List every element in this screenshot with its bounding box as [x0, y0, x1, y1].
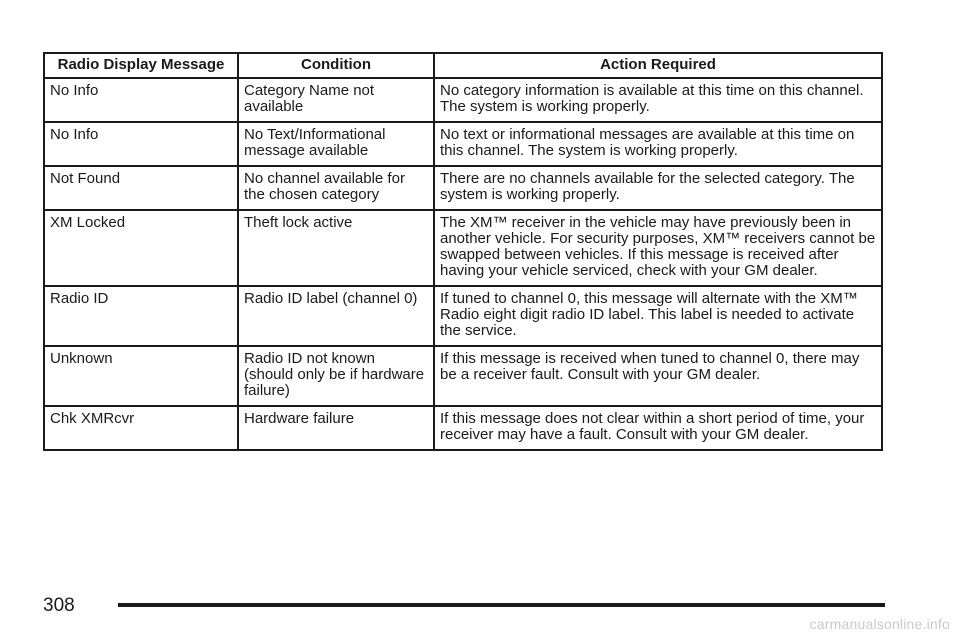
table-row	[44, 78, 882, 122]
cell-condition: Radio ID not known (should only be if hardware failure)	[238, 346, 434, 406]
cell-action: If tuned to channel 0, this message will alternate with the XM™ Radio eight digit radio ID label. This label is needed to activate the service.	[434, 286, 882, 346]
cell-condition: Category Name not available	[238, 78, 434, 122]
table-header-row	[44, 53, 882, 78]
watermark-text: carmanualsonline.info	[809, 616, 950, 632]
table-row	[44, 210, 882, 286]
cell-condition: Radio ID label (channel 0)	[238, 286, 434, 346]
cell-message: Not Found	[44, 166, 238, 210]
cell-condition: No channel available for the chosen category	[238, 166, 434, 210]
cell-message: No Info	[44, 78, 238, 122]
cell-action: There are no channels available for the selected category. The system is working properly.	[434, 166, 882, 210]
radio-messages-table	[43, 52, 883, 451]
header-condition: Condition	[238, 53, 434, 78]
cell-message: Radio ID	[44, 286, 238, 346]
footer-rule	[118, 603, 885, 607]
cell-message: Unknown	[44, 346, 238, 406]
cell-condition: No Text/Informational message available	[238, 122, 434, 166]
header-radio-display-message: Radio Display Message	[44, 53, 238, 78]
cell-condition: Hardware failure	[238, 406, 434, 450]
cell-action: If this message is received when tuned to channel 0, there may be a receiver fault. Consult with your GM dealer.	[434, 346, 882, 406]
cell-condition: Theft lock active	[238, 210, 434, 286]
header-action-required: Action Required	[434, 53, 882, 78]
cell-action: No text or informational messages are available at this time on this channel. The system is working properly.	[434, 122, 882, 166]
table-row	[44, 166, 882, 210]
cell-action: No category information is available at this time on this channel. The system is working properly.	[434, 78, 882, 122]
table-row	[44, 346, 882, 406]
cell-message: XM Locked	[44, 210, 238, 286]
table-row	[44, 122, 882, 166]
cell-action: The XM™ receiver in the vehicle may have previously been in another vehicle. For security purposes, XM™ receivers cannot be swapped between vehicles. If this message is received after having your vehicle serviced, check with your GM dealer.	[434, 210, 882, 286]
cell-action: If this message does not clear within a short period of time, your receiver may have a fault. Consult with your GM dealer.	[434, 406, 882, 450]
page-number: 308	[43, 595, 75, 616]
cell-message: Chk XMRcvr	[44, 406, 238, 450]
table-row	[44, 286, 882, 346]
cell-message: No Info	[44, 122, 238, 166]
table-row	[44, 406, 882, 450]
